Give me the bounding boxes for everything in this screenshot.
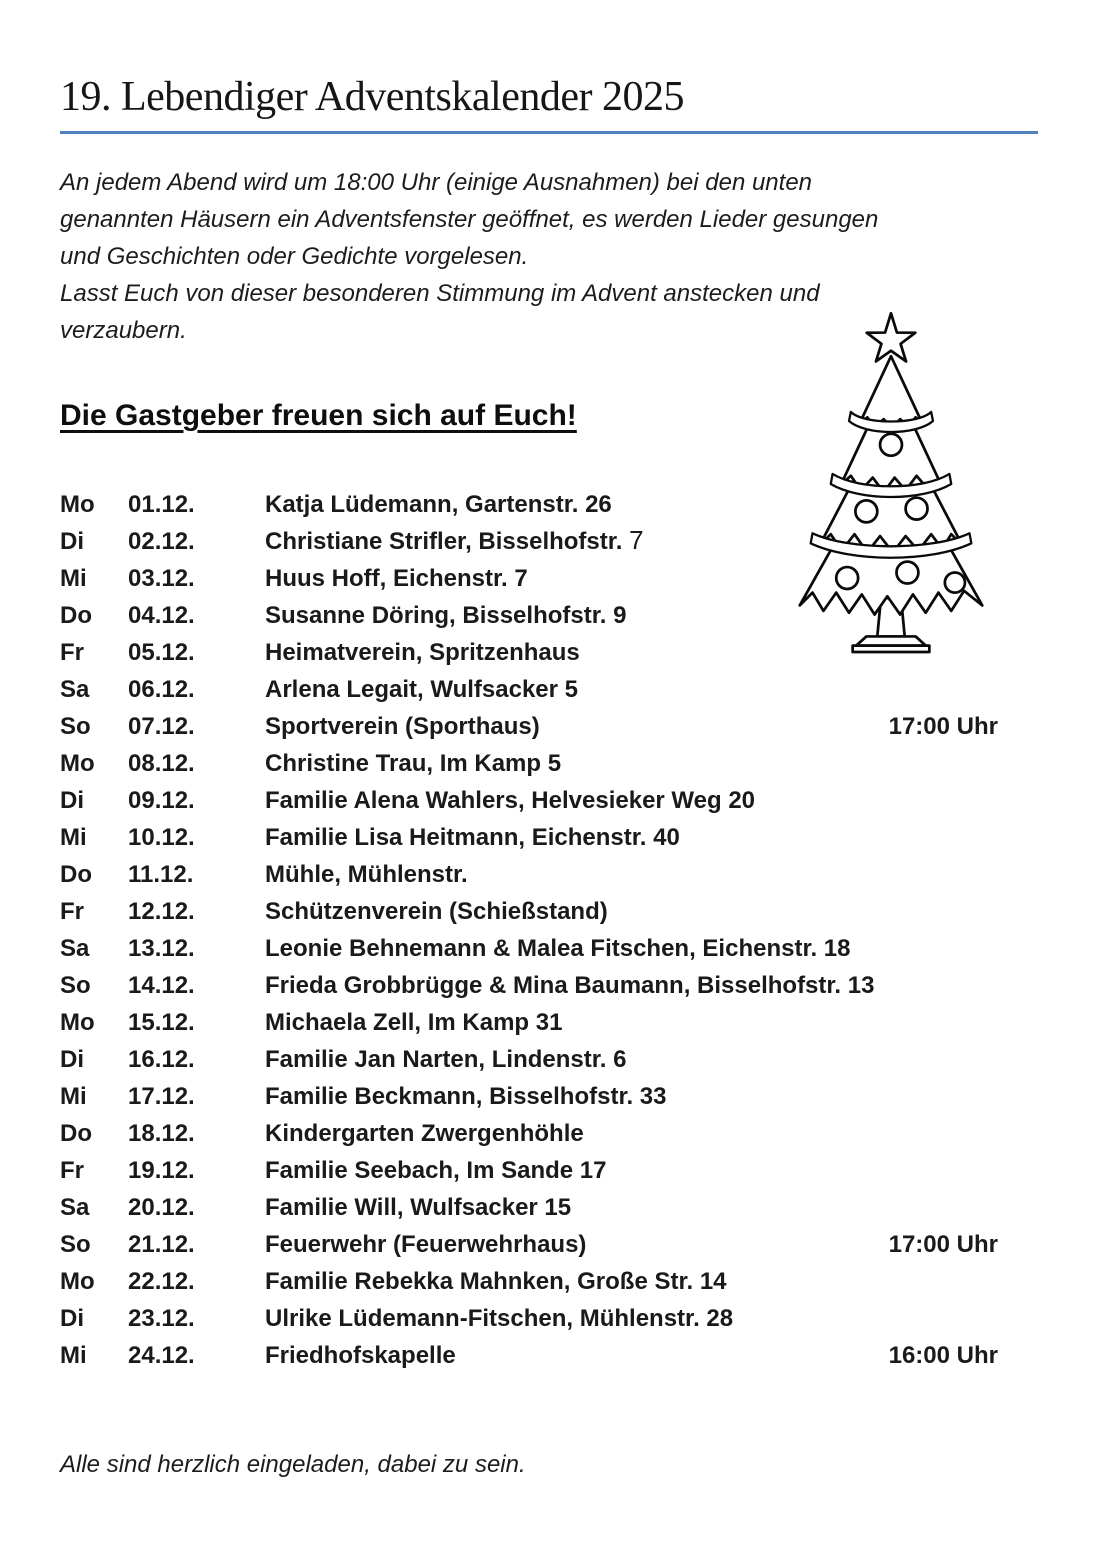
host-name: Kindergarten Zwergenhöhle: [265, 1120, 584, 1148]
day-label: Mo: [60, 1009, 95, 1037]
host-label: [265, 818, 998, 856]
host-label: [265, 1299, 998, 1337]
schedule-row: [60, 1225, 1038, 1262]
time-label: 16:00 Uhr: [888, 1342, 998, 1370]
date-label: 15.12.: [128, 1009, 195, 1037]
host-name: Sportverein (Sporthaus): [265, 713, 540, 741]
host-name: Familie Rebekka Mahnken, Große Str. 14: [265, 1268, 727, 1296]
host-name: Christiane Strifler, Bisselhofstr.: [265, 528, 630, 556]
day-label: So: [60, 713, 91, 741]
host-name: Heimatverein, Spritzenhaus: [265, 639, 580, 667]
intro-line: Lasst Euch von dieser besonderen Stimmung im Advent anstecken und: [60, 280, 820, 308]
host-label: [265, 670, 998, 708]
host-label: [265, 1077, 998, 1115]
date-label: 23.12.: [128, 1305, 195, 1333]
host-name: Schützenverein (Schießstand): [265, 898, 608, 926]
host-name: Familie Will, Wulfsacker 15: [265, 1194, 572, 1222]
schedule-row: [60, 1336, 1038, 1373]
host-name: Feuerwehr (Feuerwehrhaus): [265, 1231, 587, 1259]
day-label: Do: [60, 861, 92, 889]
date-label: 18.12.: [128, 1120, 195, 1148]
host-name: Michaela Zell, Im Kamp 31: [265, 1009, 563, 1037]
host-label: [265, 1336, 889, 1374]
host-label: [265, 892, 998, 930]
host-label: [265, 1003, 998, 1041]
host-name: Familie Lisa Heitmann, Eichenstr. 40: [265, 824, 680, 852]
schedule-row: [60, 855, 1038, 892]
date-label: 21.12.: [128, 1231, 195, 1259]
date-label: 03.12.: [128, 565, 195, 593]
intro-line: verzaubern.: [60, 317, 187, 345]
day-label: Mo: [60, 750, 95, 778]
christmas-tree-illustration: [772, 306, 1010, 662]
day-label: Fr: [60, 1157, 84, 1185]
host-name: Friedhofskapelle: [265, 1342, 456, 1370]
schedule-row: [60, 744, 1038, 781]
section-heading: Die Gastgeber freuen sich auf Euch!: [60, 399, 577, 433]
date-label: 17.12.: [128, 1083, 195, 1111]
host-label: [265, 855, 998, 893]
time-label: 17:00 Uhr: [888, 1231, 998, 1259]
host-name: Leonie Behnemann & Malea Fitschen, Eichenstr. 18: [265, 935, 851, 963]
footer-note: Alle sind herzlich eingeladen, dabei zu sein.: [60, 1451, 526, 1479]
host-label: [265, 1151, 998, 1189]
schedule-row: [60, 1299, 1038, 1336]
schedule-row: [60, 1114, 1038, 1151]
day-label: Sa: [60, 935, 90, 963]
date-label: 07.12.: [128, 713, 195, 741]
day-label: So: [60, 972, 91, 1000]
host-name-suffix: 7: [629, 525, 644, 556]
host-name: Frieda Grobbrügge & Mina Baumann, Bisselhofstr. 13: [265, 972, 875, 1000]
host-name: Arlena Legait, Wulfsacker 5: [265, 676, 579, 704]
host-name: Familie Seebach, Im Sande 17: [265, 1157, 607, 1185]
host-label: [265, 707, 889, 745]
intro-line: An jedem Abend wird um 18:00 Uhr (einige Ausnahmen) bei den unten: [60, 169, 813, 197]
host-name: Huus Hoff, Eichenstr. 7: [265, 565, 528, 593]
host-label: [265, 966, 998, 1004]
day-label: Sa: [60, 676, 90, 704]
date-label: 19.12.: [128, 1157, 195, 1185]
schedule-row: [60, 1040, 1038, 1077]
day-label: Sa: [60, 1194, 90, 1222]
host-label: [265, 744, 998, 782]
intro-line: und Geschichten oder Gedichte vorgelesen.: [60, 243, 529, 271]
schedule-row: [60, 1151, 1038, 1188]
date-label: 13.12.: [128, 935, 195, 963]
host-name: Christine Trau, Im Kamp 5: [265, 750, 562, 778]
schedule-row: [60, 781, 1038, 818]
date-label: 22.12.: [128, 1268, 195, 1296]
time-label: 17:00 Uhr: [888, 713, 998, 741]
day-label: Fr: [60, 898, 84, 926]
host-name: Familie Alena Wahlers, Helvesieker Weg 20: [265, 787, 756, 815]
host-label: [265, 1188, 998, 1226]
date-label: 11.12.: [128, 861, 194, 889]
day-label: Do: [60, 602, 92, 630]
day-label: Di: [60, 787, 84, 815]
host-label: [265, 1225, 889, 1263]
schedule-row: [60, 929, 1038, 966]
page-title: 19. Lebendiger Adventskalender 2025: [60, 74, 684, 120]
day-label: Fr: [60, 639, 84, 667]
date-label: 02.12.: [128, 528, 195, 556]
host-label: [265, 1040, 998, 1078]
schedule-row: [60, 892, 1038, 929]
day-label: Mi: [60, 565, 87, 593]
host-name: Susanne Döring, Bisselhofstr. 9: [265, 602, 627, 630]
schedule-row: [60, 707, 1038, 744]
schedule-row: [60, 966, 1038, 1003]
date-label: 08.12.: [128, 750, 195, 778]
day-label: Mi: [60, 1083, 87, 1111]
schedule-row: [60, 670, 1038, 707]
day-label: Do: [60, 1120, 92, 1148]
title-divider: [60, 131, 1038, 134]
day-label: Mi: [60, 1342, 87, 1370]
date-label: 04.12.: [128, 602, 195, 630]
host-label: [265, 1114, 998, 1152]
date-label: 09.12.: [128, 787, 195, 815]
day-label: Mo: [60, 1268, 95, 1296]
host-label: [265, 1262, 998, 1300]
host-label: [265, 929, 998, 967]
schedule-row: [60, 1077, 1038, 1114]
day-label: Mi: [60, 824, 87, 852]
day-label: Di: [60, 528, 84, 556]
date-label: 16.12.: [128, 1046, 195, 1074]
day-label: So: [60, 1231, 91, 1259]
host-name: Ulrike Lüdemann-Fitschen, Mühlenstr. 28: [265, 1305, 734, 1333]
schedule-row: [60, 1188, 1038, 1225]
schedule-row: [60, 1262, 1038, 1299]
date-label: 06.12.: [128, 676, 195, 704]
day-label: Di: [60, 1046, 84, 1074]
host-name: Familie Beckmann, Bisselhofstr. 33: [265, 1083, 667, 1111]
host-name: Katja Lüdemann, Gartenstr. 26: [265, 491, 612, 519]
date-label: 01.12.: [128, 491, 195, 519]
schedule-row: [60, 1003, 1038, 1040]
host-name: Familie Jan Narten, Lindenstr. 6: [265, 1046, 627, 1074]
date-label: 12.12.: [128, 898, 195, 926]
day-label: Di: [60, 1305, 84, 1333]
date-label: 20.12.: [128, 1194, 195, 1222]
date-label: 24.12.: [128, 1342, 195, 1370]
day-label: Mo: [60, 491, 95, 519]
date-label: 05.12.: [128, 639, 195, 667]
date-label: 10.12.: [128, 824, 195, 852]
intro-line: genannten Häusern ein Adventsfenster geöffnet, es werden Lieder gesungen: [60, 206, 879, 234]
host-name: Mühle, Mühlenstr.: [265, 861, 468, 889]
host-label: [265, 781, 998, 819]
schedule-row: [60, 818, 1038, 855]
date-label: 14.12.: [128, 972, 195, 1000]
